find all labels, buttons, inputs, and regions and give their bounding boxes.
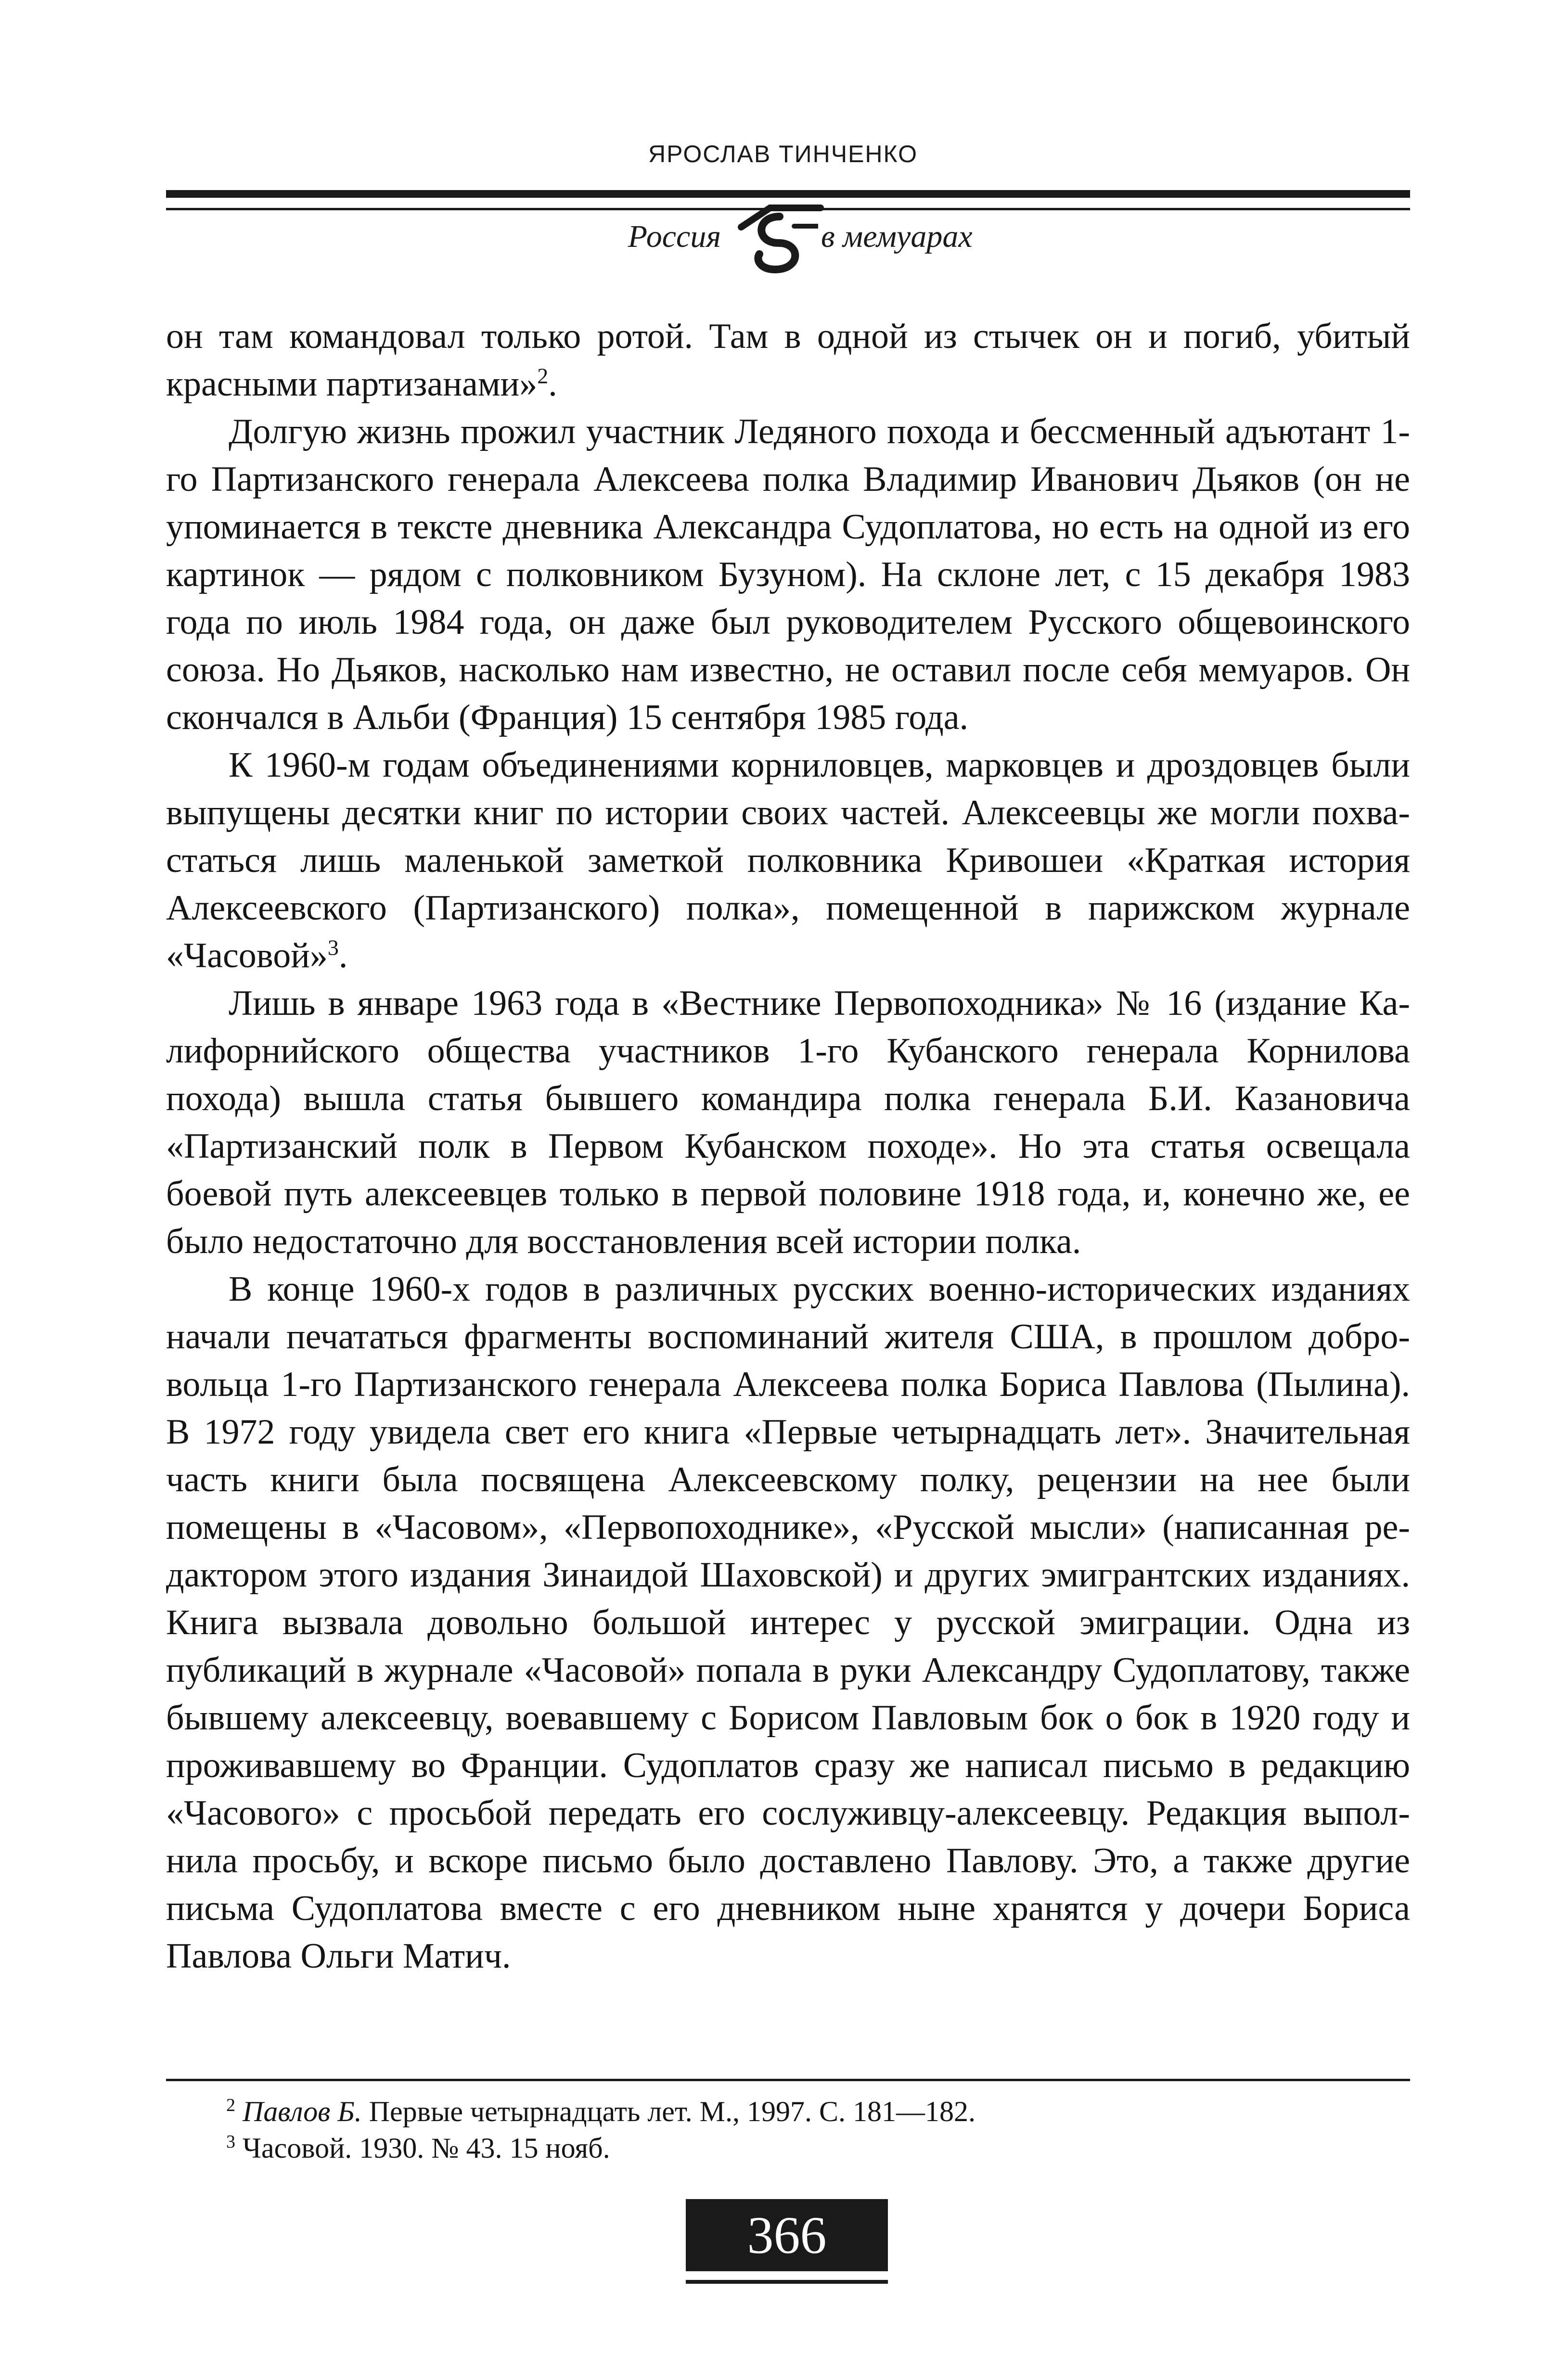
paragraph-5: В конце 1960-х годов в различных русских военно-исторических изданиях начали печататься фрагменты воспоминаний жителя США, в прошлом добровольца 1-го Партизанского генерала Алексеева полка Бориса Павлова (Пылина). В 1972 году увидела свет его книга «Первые четырнадцать лет». Значительная часть книги была посвящена Алексеевскому полку, рецензии на нее были помещены в «Часовом», «Первопоходнике», «Русской мысли» (написанная редактором этого издания Зинаидой Шаховской) и других эмигрантских изданиях. Книга вызвала довольно большой интерес у русской эмиграции. Одна из публикаций в журнале «Часовой» попала в руки Александру Судоплатову, также бывшему алексеевцу, воевавшему с Борисом Павловым бок о бок в 1920 году и проживавшему во Франции. Судоплатов сразу же написал письмо в редакцию «Часового» с просьбой передать его сослуживцу-алексеевцу. Редакция выполнила просьбу, и вскоре письмо было доставлено Павлову. Это, а также другие письма Судоплатова вместе с его дневником ныне хранятся у дочери Бориса Павлова Ольги Матич. <box>166 1269 1410 1976</box>
running-header-author: ЯРОСЛАВ ТИНЧЕНКО <box>648 141 918 167</box>
paragraph-4: Лишь в январе 1963 года в «Вестнике Первопоходника» № 16 (издание Калифорнийского общества участников 1-го Кубанского генерала Корнилова похода) вышла статья бывшего командира полка генерала Б.И. Казановича «Партизанский полк в Первом Кубанском походе». Но эта статья освещала боевой путь алексеевцев только в первой половине 1918 года, и, конечно же, ее было недостаточно для восстановления всей истории полка. <box>166 984 1410 1261</box>
footnote-3 <box>166 2130 1410 2166</box>
footnote-number: 2 <box>226 2095 235 2115</box>
page-number-underline <box>686 2280 888 2284</box>
paragraph-2: Долгую жизнь прожил участник Ледяного похода и бессменный адъютант 1-го Партизанского генерала Алексеева полка Владимир Иванович Дьяков (он не упоминается в тексте дневника Александра Судоплатова, но есть на одной из его картинок — рядом с полковником Бузуном). На склоне лет, с 15 декабря 1983 года по июль 1984 года, он даже был руководителем Русского общевоинского союза. Но Дьяков, насколько нам известно, не оставил после себя мемуаров. Он скончался в Альби (Франция) 15 сентября 1985 года. <box>166 412 1410 737</box>
paragraph-1-tail: . <box>548 364 557 404</box>
footnote-ref-3: 3 <box>327 935 339 960</box>
paragraph-3 <box>166 742 1410 980</box>
footnote-2 <box>166 2093 1410 2130</box>
body-text <box>166 313 1410 1980</box>
footnote-text: Часовой. 1930. № 43. 15 нояб. <box>243 2132 610 2164</box>
series-title-left: Россия <box>625 218 724 255</box>
footnote-number: 3 <box>226 2132 235 2152</box>
page-number: 366 <box>686 2199 888 2271</box>
footnote-text: Первые четырнадцать лет. М., 1997. С. 181—182. <box>361 2096 976 2127</box>
header-rule-thick <box>166 190 1410 198</box>
footnote-author: Павлов Б. <box>243 2096 362 2127</box>
footnote-ref-2: 2 <box>537 363 549 388</box>
series-title-right: в мемуарах <box>818 218 976 255</box>
paragraph-1-text: он там командовал только ротой. Там в одной из стычек он и погиб, убитый красными партизанами» <box>166 317 1410 404</box>
footnotes <box>166 2093 1410 2166</box>
footnote-separator <box>166 2079 1410 2081</box>
paragraph-1 <box>166 313 1410 408</box>
paragraph-3-tail: . <box>338 936 348 975</box>
paragraph-3-text: К 1960-м годам объединениями корниловцев, марковцев и дроздовцев были выпущены десятки книг по истории своих частей. Алексеевцы же могли похвастаться лишь маленькой заметкой полковника Кривошеи «Краткая история Алексеевского (Партизанского) полка», помещенной в парижском журнале «Часовой» <box>166 745 1410 975</box>
series-title <box>0 212 1566 265</box>
